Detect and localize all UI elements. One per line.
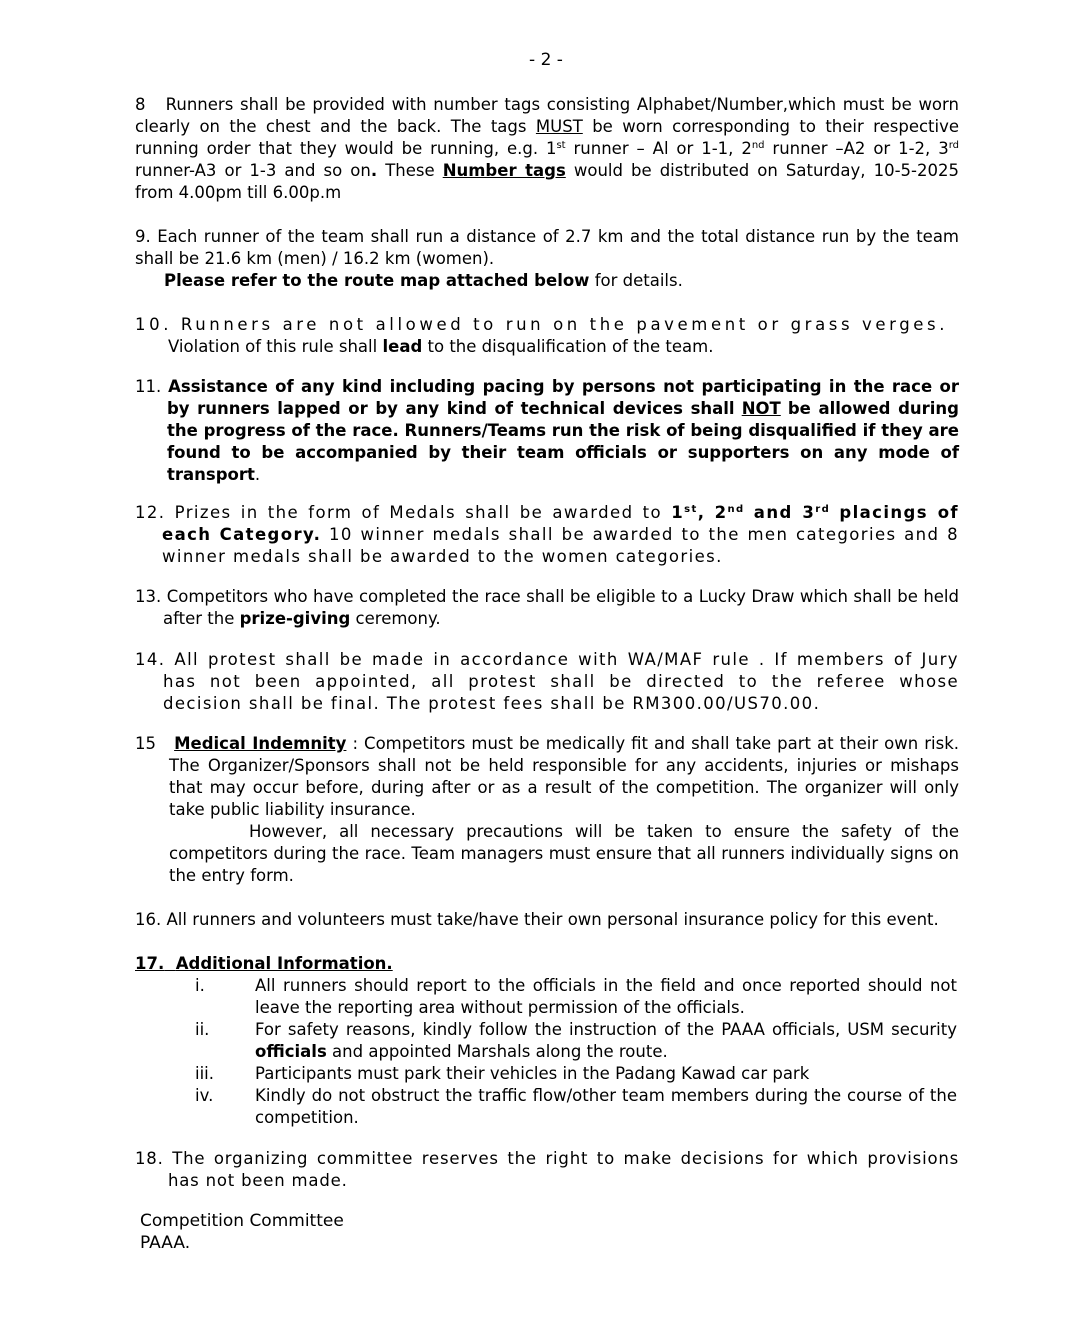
- rule-12: 12. Prizes in the form of Medals shall be awarded to 1st, 2nd and 3rd placings of each Category. 10 winner medals shall be awarded to the men categories and 8 winner medals shall be awarded to the women categories.: [135, 503, 960, 566]
- organization-name: PAAA.: [140, 1233, 191, 1253]
- rule-number: 8: [135, 95, 146, 114]
- rule-15: 15 Medical Indemnity : Competitors must be medically fit and shall take part at their own risk. The Organizer/Sponsors shall not be held responsible for any accidents, injuries or mishaps that may occur before, during after or as a result of the competition. The organizer will only take public liability insurance. However, all necessary precautions will be taken to ensure the safety of the competitors during the race. Team managers must ensure that all runners individually signs on the entry form.: [135, 734, 959, 885]
- rule-10: 10. Runners are not allowed to run on the pavement or grass verges. Violation of this rule shall lead to the disqualification of the team.: [135, 315, 949, 356]
- medical-indemnity-title: Medical Indemnity: [174, 734, 347, 753]
- rule-number: 12.: [135, 503, 166, 522]
- number-tags-text: Number tags: [442, 161, 566, 180]
- rule-number: 15: [135, 734, 156, 753]
- rule-number: 13.: [135, 587, 162, 606]
- rule-14: 14. All protest shall be made in accordance with WA/MAF rule . If members of Jury has not been appointed, all protest shall be directed to the referee whose decision shall be final. The protest fees shall be RM300.00/US70.00.: [135, 650, 959, 713]
- rule-13: 13. Competitors who have completed the race shall be eligible to a Lucky Draw which shall be held after the prize-giving ceremony.: [135, 587, 959, 628]
- route-map-note: Please refer to the route map attached below: [164, 271, 590, 290]
- rule-number: 10.: [135, 315, 173, 334]
- committee-name: Competition Committee: [140, 1211, 344, 1231]
- rule-11: 11. Assistance of any kind including pacing by persons not participating in the race or by runners lapped or by any kind of technical devices shall NOT be allowed during the progress of the race. Runners/Teams run the risk of being disqualified if they are found to be accompanied by their team officials or supporters on any mode of transport.: [135, 377, 959, 484]
- rule-9: 9. Each runner of the team shall run a distance of 2.7 km and the total distance run by the team shall be 21.6 km (men) / 16.2 km (women). Please refer to the route map attached below for details.: [135, 227, 959, 290]
- must-text: MUST: [535, 117, 583, 136]
- additional-info-title: Additional Information.: [175, 954, 393, 973]
- rule-number: 17.: [135, 954, 165, 973]
- rule-number: 11.: [135, 377, 162, 396]
- rule-number: 9.: [135, 227, 151, 246]
- signature-block: [140, 1210, 344, 1254]
- rule-8: 8 Runners shall be provided with number tags consisting Alphabet/Number,which must be worn clearly on the chest and the back. The tags MUST be worn corresponding to their respective running order that they would be running, e.g. 1st runner – Al or 1-1, 2nd runner –A2 or 1-2, 3rd runner-A3 or 1-3 and so on. These Number tags would be distributed on Saturday, 10-5-2025 from 4.00pm till 6.00p.m: [135, 95, 960, 202]
- rule-number: 16.: [135, 910, 162, 929]
- rule-17: [135, 953, 959, 975]
- rule-number: 18.: [135, 1149, 164, 1168]
- page-number: - 2 -: [529, 50, 563, 70]
- rule-number: 14.: [135, 650, 166, 669]
- rule-18: 18. The organizing committee reserves the right to make decisions for which provisions has not been made.: [135, 1149, 960, 1190]
- not-text: NOT: [741, 399, 781, 418]
- rule-16: 16. All runners and volunteers must take/have their own personal insurance policy for this event.: [135, 910, 939, 929]
